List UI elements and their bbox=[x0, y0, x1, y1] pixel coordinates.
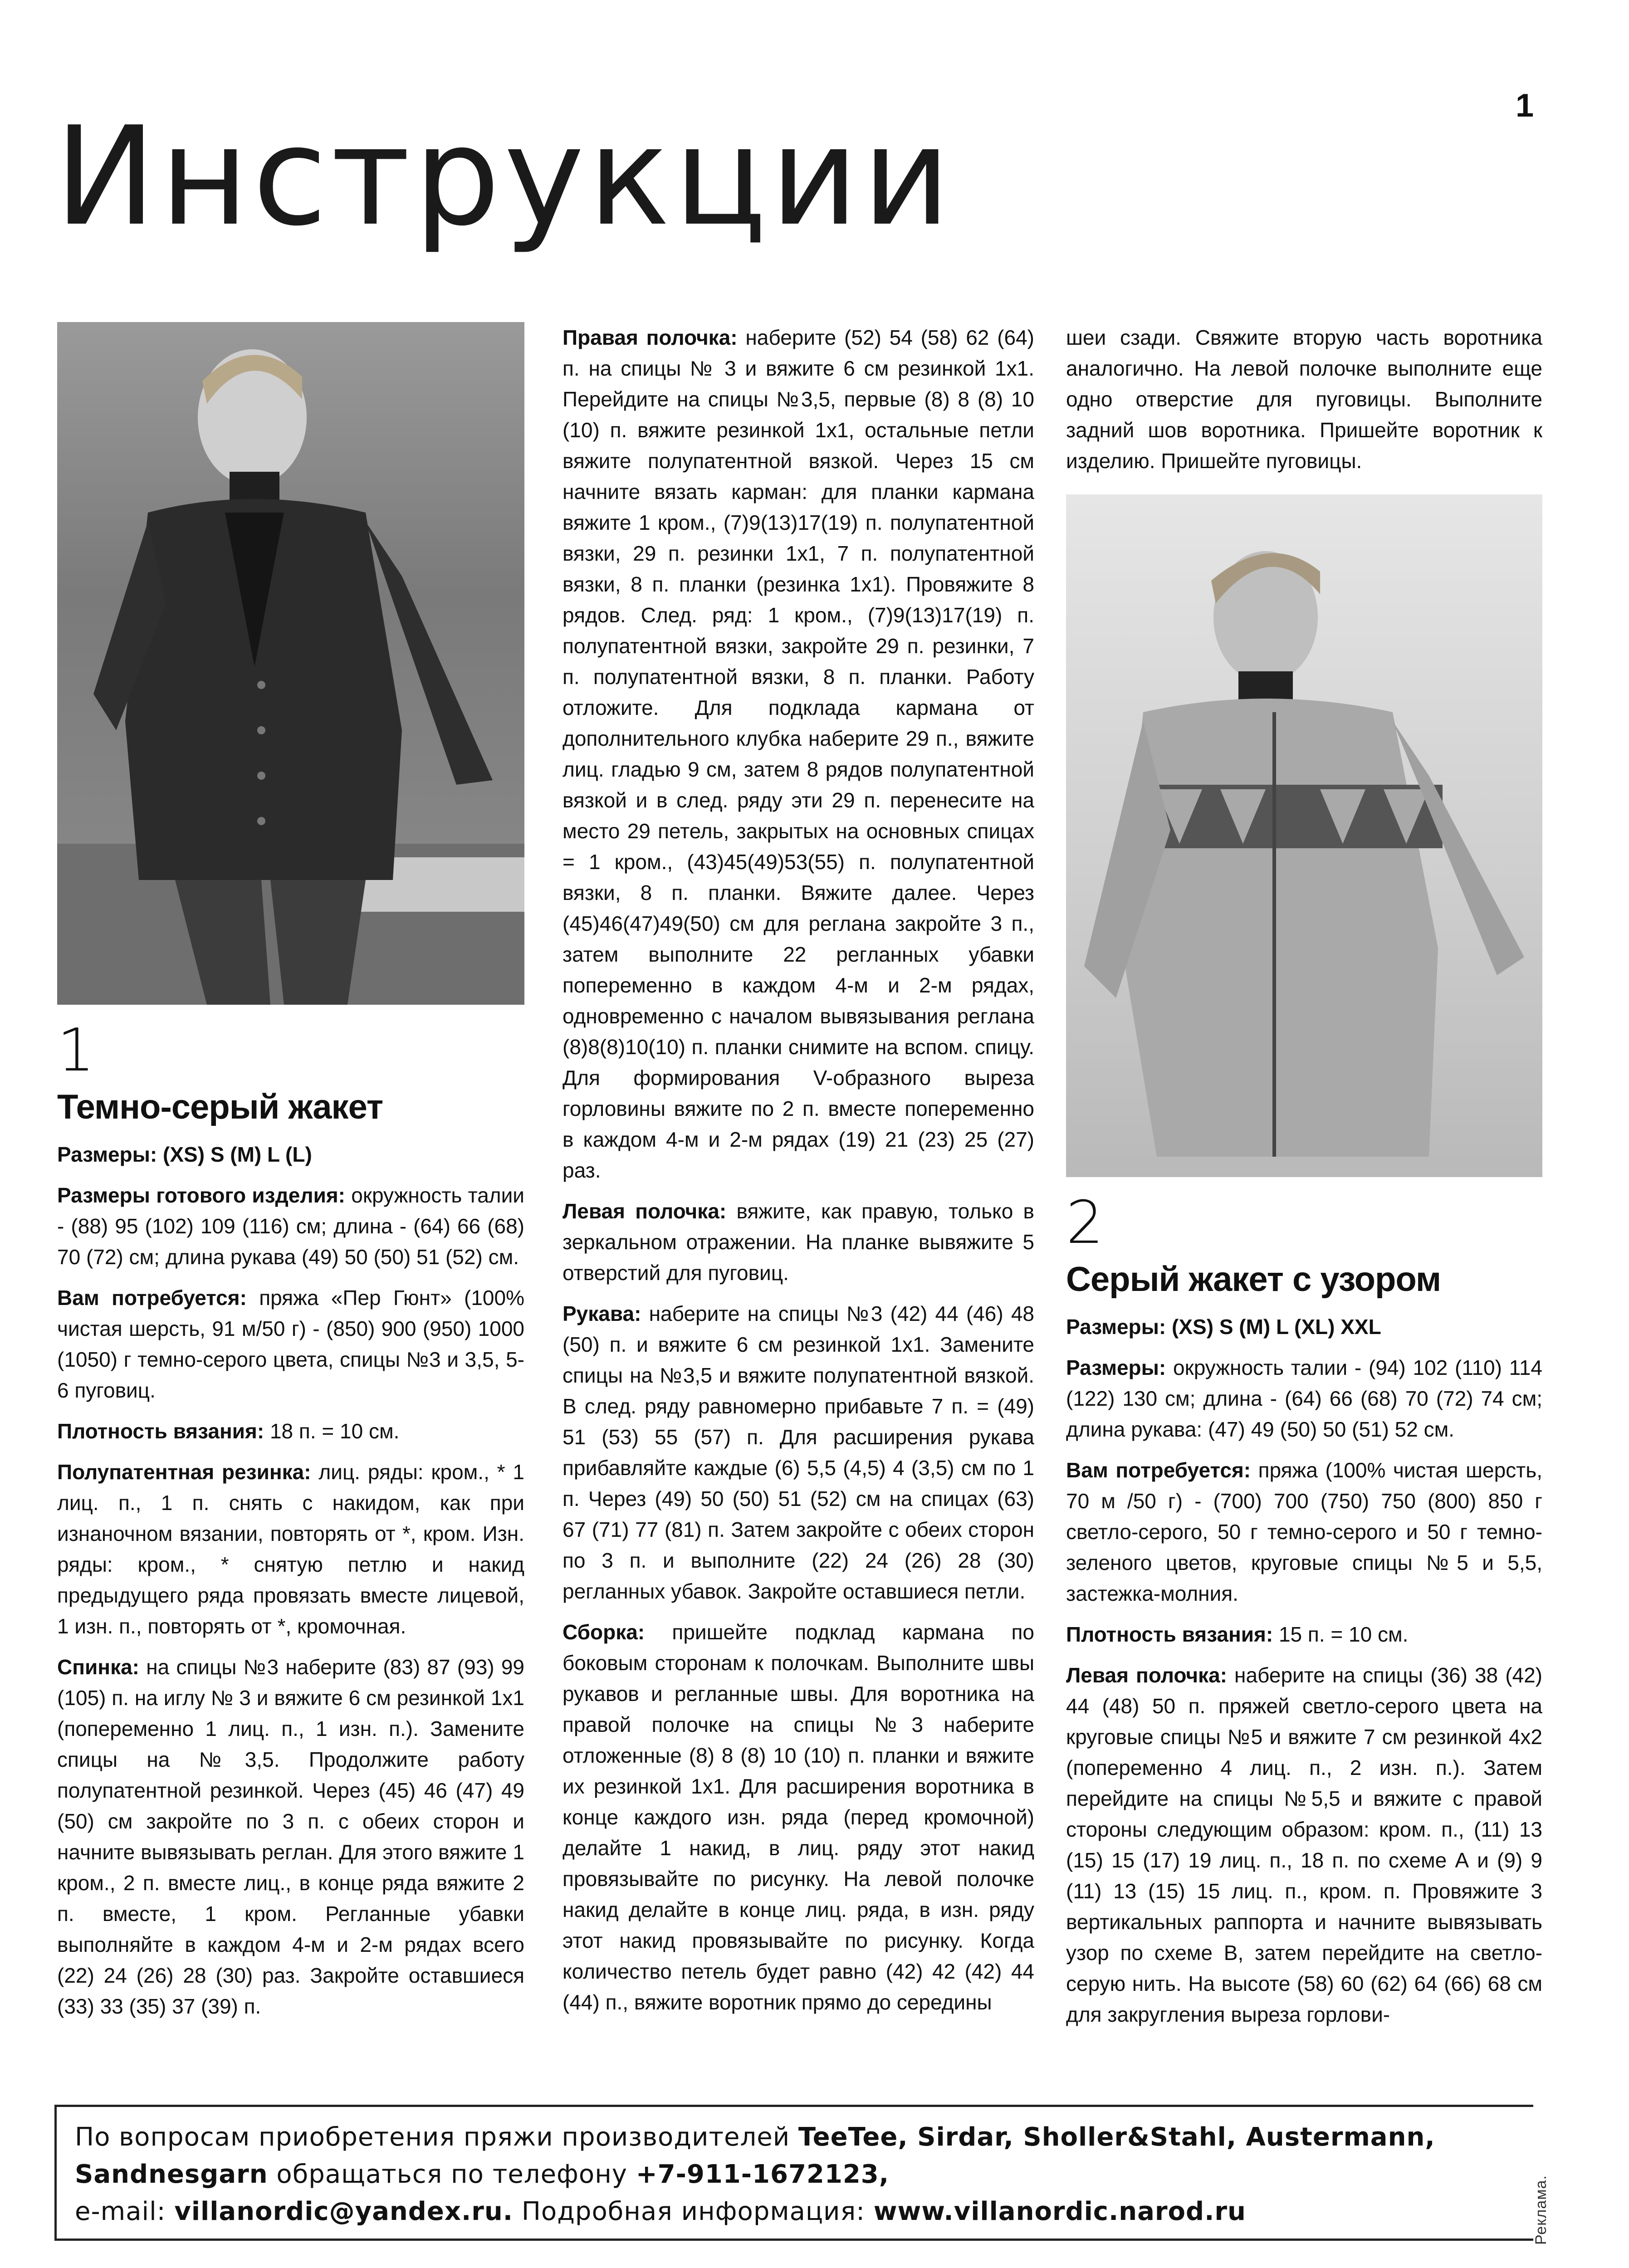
model-1-materials: Вам потребуется: пряжа «Пер Гюнт» (100% чистая шерсть, 91 м/50 г) - (850) 900 (950) 1000 (1050) г темно-серого цвета, спицы №3 и 3,5, 5-6 пуговиц. bbox=[57, 1286, 524, 1402]
model-1-rib-pattern: Полупатентная резинка: лиц. ряды: кром., * 1 лиц. п., 1 п. снять с накидом, как при изнаночном вязании, повторять от *, кром. Изн. ряды: кром., * снятую петлю и накид предыдущего ряда провязать вместе лицевой, 1 изн. п., повторять от *, кромочная. bbox=[57, 1460, 524, 1638]
model-1-density: Плотность вязания: 18 п. = 10 см. bbox=[57, 1419, 400, 1443]
page-title: Инструкции bbox=[54, 98, 954, 256]
model-1-photo bbox=[57, 322, 524, 1005]
column-1 bbox=[57, 322, 524, 2032]
ad-label: Реклама. bbox=[1532, 2175, 1550, 2245]
model-2-sizes: Размеры: (XS) S (M) L (XL) XXL bbox=[1066, 1315, 1381, 1339]
model-1-left-front: Левая полочка: вяжите, как правую, только в зеркальном отражении. На планке вывяжите 5 отверстий для пуговиц. bbox=[563, 1199, 1034, 1285]
footer-line-3: e-mail: villanordic@yandex.ru. Подробная информация: www.villanordic.narod.ru bbox=[75, 2197, 1246, 2226]
model-2-measurements: Размеры: окружность талии - (94) 102 (110) 114 (122) 130 см; длина - (64) 66 (68) 70 (72) 74 см; длина рукава: (47) 49 (50) 50 (51) 52 см. bbox=[1066, 1356, 1542, 1441]
model-2-left-front: Левая полочка: наберите на спицы (36) 38 (42) 44 (48) 50 п. пряжей светло-серого цвета на круговые спицы №5 и вяжите 7 см резинкой 4x2 (попеременно 4 лиц. п., 2 изн. п.). Затем перейдите на спицы №5,5 и вяжите с правой стороны следующим образом: кром. п., (11) 13 (15) 15 (17) 19 лиц. п., 18 п. по схеме А и (9) 9 (11) 13 (15) 15 лиц. п., кром. п. Провяжите 3 вертикальных раппорта и начните вывязывать узор по схеме В, затем перейдите на светло-серую нить. На высоте (58) 60 (62) 64 (66) 68 см для закругления выреза горлови- bbox=[1066, 1663, 1543, 2026]
model-1-sleeves: Рукава: наберите на спицы №3 (42) 44 (46) 48 (50) п. и вяжите 6 см резинкой 1x1. Замените спицы на №3,5 и вяжите полупатентной вязкой. В след. ряду равномерно прибавьте 7 п. = (49) 51 (53) 55 (57) п. Для расширения рукава прибавляйте каждые (6) 5,5 (4,5) 4 (3,5) см по 1 п. Через (49) 50 (50) 51 (52) см на спицах (63) 67 (71) 77 (81) п. Затем закройте с обеих сторон по 3 п. и выполните (22) 24 (26) 28 (30) регланных убавок. Закройте оставшиеся петли. bbox=[563, 1302, 1034, 1603]
column-3 bbox=[1066, 322, 1542, 2040]
model-2-density: Плотность вязания: 15 п. = 10 см. bbox=[1066, 1623, 1409, 1646]
model-2-photo bbox=[1066, 494, 1542, 1177]
footer-website[interactable]: www.villanordic.narod.ru bbox=[873, 2197, 1246, 2226]
model-1-title: Темно-серый жакет bbox=[57, 1088, 383, 1126]
footer-line-1: По вопросам приобретения пряжи производителей TeeTee, Sirdar, Sholler&Stahl, Austermann, bbox=[75, 2122, 1435, 2152]
model-1-finished-sizes: Размеры готового изделия: окружность талии - (88) 95 (102) 109 (116) см; длина - (64) 66 (68) 70 (72) см; длина рукава (49) 50 (50) 51 (52) см. bbox=[57, 1183, 525, 1269]
model-1-assembly-continued: шеи сзади. Свяжите вторую часть воротника аналогично. На левой полочке выполните еще одно отверстие для пуговицы. Выполните задний шов воротника. Пришейте воротник к изделию. Пришейте пуговицы. bbox=[1066, 326, 1542, 473]
column-2 bbox=[563, 322, 1034, 2028]
model-1-right-front: Правая полочка: наберите (52) 54 (58) 62 (64) п. на спицы № 3 и вяжите 6 см резинкой 1x1. Перейдите на спицы №3,5, первые (8) 8 (8) 10 (10) п. вяжите резинкой 1x1, остальные петли вяжите полупатентной вязкой. Через 15 см начните вязать карман: для планки кармана вяжите 1 кром., (7)9(13)17(19) п. полупатентной вязки, 29 п. резинки 1x1, 7 п. полупатентной вязки, 8 п. планки (резинка 1x1). Провяжите 8 рядов. След. ряд: 1 кром., (7)9(13)17(19) п. полупатентной вязки, закройте 29 п. резинки, 7 п. полупатентной вязки, 8 п. планки. Работу отложите. Для подклада кармана от дополнительного клубка наберите 29 п., вяжите лиц. гладью 9 см, затем 8 рядов полупатентной вязкой и в след. ряду эти 29 п. перенесите на место 29 петель, закрытых на основных спицах = 1 кром., (43)45(49)53(55) п. полупатентной вязки, 8 п. планки. Вяжите далее. Через (45)46(47)49(50) см для реглана закройте 3 п., затем выполните 22 регланных убавки попеременно в каждом 4-м и 2-м рядах, одновременно с началом вывязывания реглана (8)8(8)10(10) п. планки снимите на вспом. спицу. Для формирования V-образного выреза горловины вяжите по 2 п. вместе попеременно в каждом 4-м и 2-м рядах (19) 21 (23) 25 (27) раз. bbox=[563, 326, 1035, 1182]
model-2-number: 2 bbox=[1066, 1188, 1104, 1257]
man-patterned-jacket-illustration bbox=[1066, 494, 1542, 1177]
footer-email[interactable]: villanordic@yandex.ru. bbox=[174, 2197, 514, 2226]
man-dark-cardigan-illustration bbox=[57, 322, 524, 1005]
model-1-assembly: Сборка: пришейте подклад кармана по боковым сторонам к полочкам. Выполните швы рукавов и регланные швы. Для воротника на правой полочке на спицы №3 наберите отложенные (8) 8 (8) 10 (10) п. планки и вяжите их резинкой 1x1. Для расширения воротника в конце каждого изн. ряда (перед кромочной) делайте 1 накид, в лиц. ряду этот накид провязывайте по рисунку. На левой полочке накид делайте в конце лиц. ряда, в изн. ряду этот накид провязывайте по рисунку. Когда количество петель будет равно (42) 42 (42) 44 (44) п., вяжите воротник прямо до середины bbox=[563, 1620, 1034, 2014]
model-1-sizes: Размеры: (XS) S (M) L (L) bbox=[57, 1143, 312, 1166]
model-2-title: Серый жакет с узором bbox=[1066, 1260, 1441, 1299]
model-2-materials: Вам потребуется: пряжа (100% чистая шерсть, 70 м /50 г) - (700) 700 (750) 750 (800) 850 г светло-серого, 50 г темно-серого и 50 г темно-зеленого цветов, круговые спицы №5 и 5,5, застежка-молния. bbox=[1066, 1458, 1542, 1605]
footer-line-2: Sandnesgarn обращаться по телефону +7-911-1672123, bbox=[75, 2160, 890, 2189]
footer-advertisement bbox=[54, 2105, 1550, 2245]
model-1-back: Спинка: на спицы №3 наберите (83) 87 (93) 99 (105) п. на иглу № 3 и вяжите 6 см резинкой 1x1 (попеременно 1 лиц. п., 1 изн. п.). Замените спицы на №3,5. Продолжите работу полупатентной резинкой. Через (45) 46 (47) 49 (50) см закройте по 3 п. с обеих сторон и начните вывязывать реглан. Для этого вяжите 1 кром., 2 п. вместе лиц., в конце ряда вяжите 2 п. вместе, 1 кром. Регланные убавки выполняйте в каждом 4-м и 2-м рядах всего (22) 24 (26) 28 (30) раз. Закройте оставшиеся (33) 33 (35) 37 (39) п. bbox=[57, 1655, 524, 2018]
page-number: 1 bbox=[1515, 88, 1534, 124]
model-1-number: 1 bbox=[57, 1016, 95, 1085]
